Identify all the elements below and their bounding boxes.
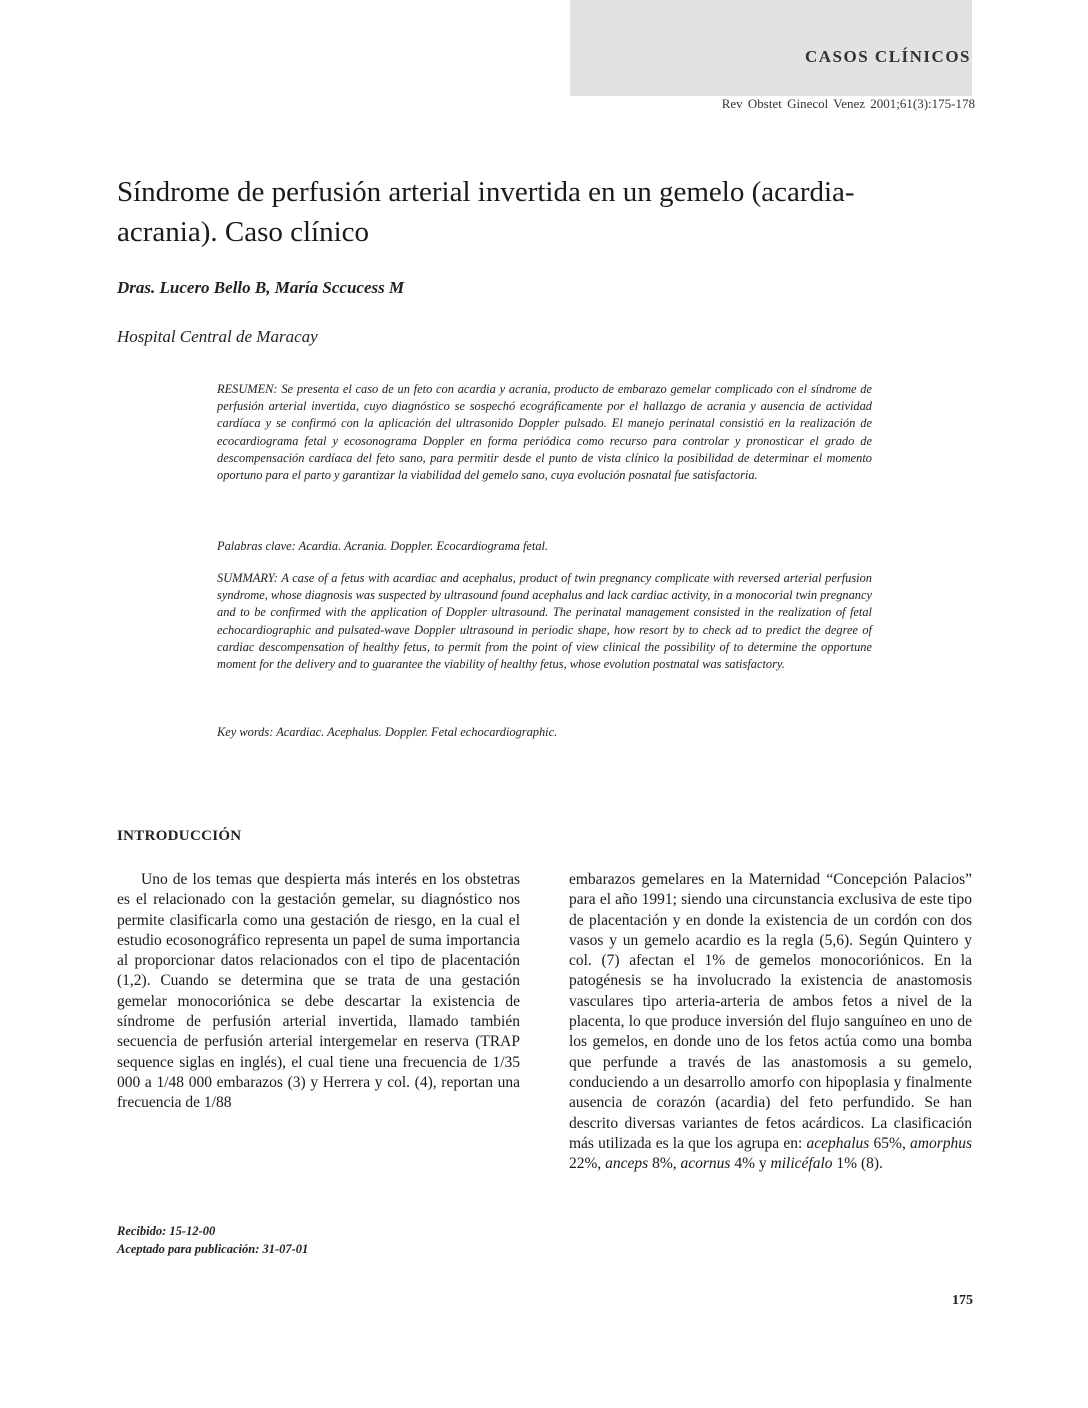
section-label: CASOS CLÍNICOS <box>804 47 971 66</box>
palabras-clave: Palabras clave: Acardia. Acrania. Doppler. Ecocardiograma fetal. <box>217 539 549 553</box>
classification-term: amorphus <box>910 1134 973 1152</box>
classification-term: milicéfalo <box>770 1155 833 1173</box>
classification-value: 1% <box>836 1155 858 1173</box>
classification-list: acephalus 65%, amorphus 22%, anceps 8%, acornus 4% y milicéfalo 1% (8). <box>569 1134 973 1173</box>
classification-reference: (8). <box>860 1155 883 1173</box>
classification-value: 4% <box>734 1155 756 1173</box>
accepted-date: Aceptado para publicación: 31-07-01 <box>117 1242 309 1256</box>
body-column-right-text: embarazos gemelares en la Maternidad “Concepción Palacios” para el año 1991; siendo una circunstancia exclusiva de este tipo de placentación y en donde la existencia de un cordón con dos vasos y un gemelo acardio es la regla (5,6). Según Quintero y col. (7) afectan el 1% de gemelos monocoriónicos. En la patogénesis se ha involucrado la existencia de anastomosis vasculares tipo arteria-arteria de ambos fetos a nivel de la placenta, lo que produce inversión del flujo sanguíneo en uno de los gemelos, en donde uno de los fetos actúa como una bomba que perfunde a través de las anastomosis a su gemelo, conduciendo a un desarrollo amorfo con hipoplasia y finalmente ausencia de corazón (acardia) del feto perfundido. Se han descrito diversas variantes de fetos acárdicos. La clasificación más utilizada es la que los agrupa en: <box>569 871 972 1152</box>
article-title: Síndrome de perfusión arterial invertida en un gemelo (acardia-acrania). Caso clínico <box>117 176 855 248</box>
received-date: Recibido: 15-12-00 <box>117 1224 216 1238</box>
classification-value: 65% <box>873 1134 902 1152</box>
article-authors: Dras. Lucero Bello B, María Sccucess M <box>117 278 405 297</box>
classification-term: acornus <box>680 1155 731 1173</box>
abstract-resumen: RESUMEN: Se presenta el caso de un feto con acardia y acrania, producto de embarazo gemelar complicado con el síndrome de perfusión arterial invertida, cuyo diagnóstico se sospechó ecográficamente por el hallazgo de acrania y ausencia de actividad cardíaca y se confirmó con la aplicación del ultrasonido Doppler pulsado. El manejo perinatal consistió en la realización de ecocardiograma fetal y ecosonograma Doppler en forma periódica como recurso para controlar y pronosticar el grado de descompensación cardíaca del feto sano, para permitir desde el punto de vista clínico la posibilidad de determinar el momento oportuno para el parto y garantizar la viabilidad del gemelo sano, cuya evolución posnatal fue satisfactoria. <box>217 382 872 483</box>
author-affiliation: Hospital Central de Maracay <box>117 327 318 346</box>
body-column-left: Uno de los temas que despierta más interés en los obstetras es el relacionado con la gestación gemelar, su diagnóstico nos permite clasificarla como una gestación de riesgo, en la cual el estudio ecosonográfico representa un papel de suma importancia al proporcionar datos relacionados con el tipo de placentación (1,2). Cuando se determina que se trata de una gestación gemelar monocoriónica se debe descartar la existencia de síndrome de perfusión arterial invertida, llamado también secuencia de perfusión arterial intergemelar en reserva (TRAP sequence siglas en inglés), el cual tiene una frecuencia de 1/35 000 a 1/48 000 embarazos (3) y Herrera y col. (4), reportan una frecuencia de 1/88 <box>117 871 520 1112</box>
body-column-right <box>569 870 972 1174</box>
key-words: Key words: Acardiac. Acephalus. Doppler. Fetal echocardiographic. <box>217 725 558 739</box>
abstract-summary: SUMMARY: A case of a fetus with acardiac and acephalus, product of twin pregnancy complicate with reversed arterial perfusion syndrome, whose diagnosis was suspected by ultrasound found acephalus and lack cardiac activity, in a monocorial twin pregnancy and to be confirmed with the application of Doppler ultrasound. The perinatal management consisted in the realization of fetal echocardiographic and pulsated-wave Doppler ultrasound in periodic shape, how resort by to check ad to predict the degree of cardiac descompensation of healthy fetus, to permit from the point of view clinical the possibility of to determine the opportune moment for the delivery and to guarantee the viability of healthy fetus, whose evolution postnatal was satisfactory. <box>217 571 872 672</box>
page-number: 175 <box>952 1293 973 1308</box>
received-dates <box>117 1222 308 1258</box>
classification-value: 8% <box>652 1155 673 1173</box>
classification-term: acephalus <box>806 1134 870 1152</box>
classification-term: anceps <box>605 1155 649 1173</box>
section-heading-introduccion: INTRODUCCIÓN <box>117 828 242 844</box>
journal-citation: Rev Obstet Ginecol Venez 2001;61(3):175-178 <box>721 96 975 111</box>
classification-value: 22% <box>569 1155 598 1173</box>
